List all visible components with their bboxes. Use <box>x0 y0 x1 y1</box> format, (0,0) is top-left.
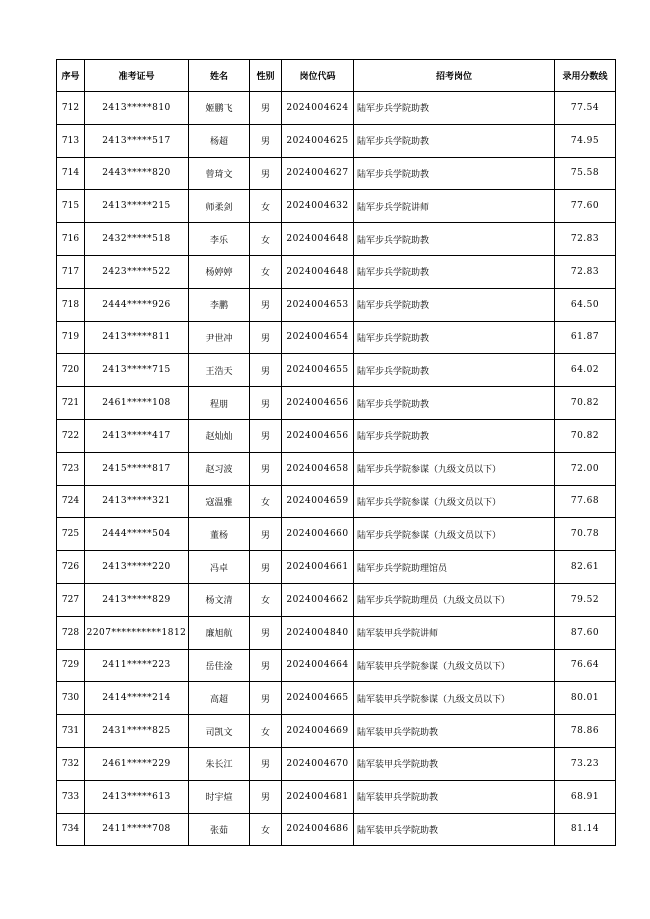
cell-name: 师柔剑 <box>189 190 250 223</box>
cell-seq: 730 <box>57 682 85 715</box>
cell-seq: 717 <box>57 255 85 288</box>
header-exam-id: 准考证号 <box>85 60 189 92</box>
cell-seq: 725 <box>57 518 85 551</box>
table-row <box>57 255 616 288</box>
cell-exam-id: 2413*****829 <box>85 583 189 616</box>
table-row <box>57 321 616 354</box>
cell-score: 74.95 <box>555 124 616 157</box>
cell-exam-id: 2431*****825 <box>85 715 189 748</box>
cell-gender: 男 <box>250 354 282 387</box>
cell-post-code: 2024004653 <box>282 288 354 321</box>
cell-score: 73.23 <box>555 747 616 780</box>
table-row <box>57 682 616 715</box>
table-row <box>57 583 616 616</box>
table-row <box>57 419 616 452</box>
table-row <box>57 518 616 551</box>
cell-post-code: 2024004665 <box>282 682 354 715</box>
cell-name: 李鹏 <box>189 288 250 321</box>
table-row <box>57 485 616 518</box>
cell-gender: 女 <box>250 813 282 846</box>
cell-post: 陆军步兵学院助教 <box>354 354 555 387</box>
cell-gender: 男 <box>250 518 282 551</box>
cell-gender: 男 <box>250 124 282 157</box>
cell-name: 杨超 <box>189 124 250 157</box>
cell-exam-id: 2413*****811 <box>85 321 189 354</box>
cell-exam-id: 2423*****522 <box>85 255 189 288</box>
cell-score: 72.83 <box>555 255 616 288</box>
cell-gender: 男 <box>250 747 282 780</box>
cell-post: 陆军步兵学院助理员（九级文员以下） <box>354 583 555 616</box>
cell-score: 75.58 <box>555 157 616 190</box>
header-gender: 性别 <box>250 60 282 92</box>
cell-exam-id: 2413*****220 <box>85 551 189 584</box>
cell-seq: 719 <box>57 321 85 354</box>
cell-post: 陆军步兵学院助教 <box>354 288 555 321</box>
cell-score: 80.01 <box>555 682 616 715</box>
header-score: 录用分数线 <box>555 60 616 92</box>
cell-post: 陆军步兵学院参谋（九级文员以下） <box>354 485 555 518</box>
cell-seq: 723 <box>57 452 85 485</box>
cell-post: 陆军装甲兵学院参谋（九级文员以下） <box>354 682 555 715</box>
cell-name: 张茹 <box>189 813 250 846</box>
cell-score: 77.54 <box>555 92 616 125</box>
cell-seq: 724 <box>57 485 85 518</box>
cell-post-code: 2024004669 <box>282 715 354 748</box>
cell-name: 尹世冲 <box>189 321 250 354</box>
cell-gender: 男 <box>250 288 282 321</box>
cell-post-code: 2024004670 <box>282 747 354 780</box>
cell-name: 冯卓 <box>189 551 250 584</box>
cell-score: 64.50 <box>555 288 616 321</box>
cell-exam-id: 2444*****504 <box>85 518 189 551</box>
cell-post: 陆军装甲兵学院讲师 <box>354 616 555 649</box>
cell-post: 陆军步兵学院助教 <box>354 223 555 256</box>
table-row <box>57 288 616 321</box>
cell-post-code: 2024004654 <box>282 321 354 354</box>
cell-seq: 733 <box>57 780 85 813</box>
cell-post: 陆军步兵学院讲师 <box>354 190 555 223</box>
cell-post-code: 2024004681 <box>282 780 354 813</box>
cell-post-code: 2024004661 <box>282 551 354 584</box>
cell-seq: 718 <box>57 288 85 321</box>
cell-score: 87.60 <box>555 616 616 649</box>
cell-name: 董杨 <box>189 518 250 551</box>
cell-gender: 男 <box>250 419 282 452</box>
cell-score: 81.14 <box>555 813 616 846</box>
cell-post: 陆军装甲兵学院助教 <box>354 813 555 846</box>
table-row <box>57 813 616 846</box>
header-name: 姓名 <box>189 60 250 92</box>
cell-name: 程朋 <box>189 387 250 420</box>
cell-score: 72.83 <box>555 223 616 256</box>
cell-post: 陆军装甲兵学院助教 <box>354 780 555 813</box>
cell-exam-id: 2413*****517 <box>85 124 189 157</box>
cell-score: 82.61 <box>555 551 616 584</box>
cell-post: 陆军步兵学院参谋（九级文员以下） <box>354 452 555 485</box>
cell-seq: 716 <box>57 223 85 256</box>
cell-post-code: 2024004660 <box>282 518 354 551</box>
cell-seq: 721 <box>57 387 85 420</box>
table-row <box>57 190 616 223</box>
cell-name: 赵习波 <box>189 452 250 485</box>
cell-exam-id: 2414*****214 <box>85 682 189 715</box>
cell-post: 陆军步兵学院助教 <box>354 255 555 288</box>
cell-seq: 713 <box>57 124 85 157</box>
cell-gender: 女 <box>250 223 282 256</box>
header-post: 招考岗位 <box>354 60 555 92</box>
cell-exam-id: 2411*****223 <box>85 649 189 682</box>
cell-name: 杨婷婷 <box>189 255 250 288</box>
cell-name: 王浩天 <box>189 354 250 387</box>
cell-seq: 722 <box>57 419 85 452</box>
cell-name: 寇温雅 <box>189 485 250 518</box>
cell-exam-id: 2443*****820 <box>85 157 189 190</box>
cell-post-code: 2024004656 <box>282 419 354 452</box>
cell-seq: 734 <box>57 813 85 846</box>
cell-post-code: 2024004632 <box>282 190 354 223</box>
table-row <box>57 551 616 584</box>
cell-post-code: 2024004659 <box>282 485 354 518</box>
cell-name: 姬鹏飞 <box>189 92 250 125</box>
table-row <box>57 354 616 387</box>
cell-name: 李乐 <box>189 223 250 256</box>
cell-post-code: 2024004655 <box>282 354 354 387</box>
cell-score: 76.64 <box>555 649 616 682</box>
cell-seq: 731 <box>57 715 85 748</box>
cell-score: 77.60 <box>555 190 616 223</box>
cell-post-code: 2024004662 <box>282 583 354 616</box>
cell-post: 陆军步兵学院助教 <box>354 321 555 354</box>
cell-gender: 男 <box>250 321 282 354</box>
header-seq: 序号 <box>57 60 85 92</box>
cell-gender: 女 <box>250 715 282 748</box>
cell-score: 77.68 <box>555 485 616 518</box>
cell-name: 廉旭航 <box>189 616 250 649</box>
cell-seq: 729 <box>57 649 85 682</box>
cell-name: 杨文清 <box>189 583 250 616</box>
cell-exam-id: 2411*****708 <box>85 813 189 846</box>
cell-score: 72.00 <box>555 452 616 485</box>
cell-seq: 720 <box>57 354 85 387</box>
cell-seq: 726 <box>57 551 85 584</box>
cell-exam-id: 2415*****817 <box>85 452 189 485</box>
cell-gender: 男 <box>250 551 282 584</box>
table-row <box>57 616 616 649</box>
cell-gender: 男 <box>250 616 282 649</box>
cell-seq: 714 <box>57 157 85 190</box>
cell-gender: 女 <box>250 255 282 288</box>
cell-post: 陆军步兵学院参谋（九级文员以下） <box>354 518 555 551</box>
cell-post: 陆军步兵学院助理馆员 <box>354 551 555 584</box>
table-row <box>57 223 616 256</box>
header-post-code: 岗位代码 <box>282 60 354 92</box>
cell-name: 司凯文 <box>189 715 250 748</box>
cell-post-code: 2024004627 <box>282 157 354 190</box>
cell-gender: 男 <box>250 92 282 125</box>
cell-exam-id: 2461*****108 <box>85 387 189 420</box>
cell-name: 曾琦文 <box>189 157 250 190</box>
table-row <box>57 124 616 157</box>
cell-score: 70.82 <box>555 419 616 452</box>
cell-post: 陆军步兵学院助教 <box>354 387 555 420</box>
cell-gender: 男 <box>250 387 282 420</box>
cell-post-code: 2024004658 <box>282 452 354 485</box>
table-row <box>57 780 616 813</box>
cell-name: 高超 <box>189 682 250 715</box>
table-row <box>57 157 616 190</box>
cell-post-code: 2024004840 <box>282 616 354 649</box>
cell-gender: 女 <box>250 190 282 223</box>
cell-seq: 727 <box>57 583 85 616</box>
cell-gender: 男 <box>250 780 282 813</box>
cell-gender: 男 <box>250 682 282 715</box>
cell-gender: 女 <box>250 485 282 518</box>
cell-post: 陆军步兵学院助教 <box>354 157 555 190</box>
cell-name: 时宇煊 <box>189 780 250 813</box>
table-row <box>57 452 616 485</box>
cell-exam-id: 2444*****926 <box>85 288 189 321</box>
table-row <box>57 747 616 780</box>
cell-score: 68.91 <box>555 780 616 813</box>
cell-score: 61.87 <box>555 321 616 354</box>
cell-post-code: 2024004624 <box>282 92 354 125</box>
table-row <box>57 715 616 748</box>
cell-name: 朱长江 <box>189 747 250 780</box>
cell-seq: 715 <box>57 190 85 223</box>
cell-post-code: 2024004686 <box>282 813 354 846</box>
cell-name: 岳佳淦 <box>189 649 250 682</box>
cell-seq: 732 <box>57 747 85 780</box>
cell-post-code: 2024004648 <box>282 255 354 288</box>
cell-exam-id: 2413*****613 <box>85 780 189 813</box>
table-row <box>57 92 616 125</box>
cell-gender: 男 <box>250 452 282 485</box>
table-row <box>57 649 616 682</box>
cell-post-code: 2024004664 <box>282 649 354 682</box>
cell-post: 陆军装甲兵学院助教 <box>354 747 555 780</box>
cell-exam-id: 2413*****215 <box>85 190 189 223</box>
cell-post: 陆军步兵学院助教 <box>354 92 555 125</box>
cell-post-code: 2024004648 <box>282 223 354 256</box>
cell-score: 64.02 <box>555 354 616 387</box>
cell-exam-id: 2432*****518 <box>85 223 189 256</box>
cell-score: 79.52 <box>555 583 616 616</box>
cell-score: 78.86 <box>555 715 616 748</box>
cell-seq: 712 <box>57 92 85 125</box>
cell-gender: 男 <box>250 649 282 682</box>
cell-exam-id: 2413*****417 <box>85 419 189 452</box>
cell-exam-id: 2413*****810 <box>85 92 189 125</box>
score-table <box>56 59 616 846</box>
cell-exam-id: 2207**********1812 <box>85 616 189 649</box>
cell-post: 陆军步兵学院助教 <box>354 124 555 157</box>
cell-post: 陆军装甲兵学院参谋（九级文员以下） <box>354 649 555 682</box>
table-row <box>57 387 616 420</box>
cell-name: 赵灿灿 <box>189 419 250 452</box>
cell-post-code: 2024004625 <box>282 124 354 157</box>
cell-gender: 男 <box>250 157 282 190</box>
cell-gender: 女 <box>250 583 282 616</box>
cell-post-code: 2024004656 <box>282 387 354 420</box>
cell-exam-id: 2413*****321 <box>85 485 189 518</box>
cell-seq: 728 <box>57 616 85 649</box>
cell-post: 陆军装甲兵学院助教 <box>354 715 555 748</box>
cell-score: 70.78 <box>555 518 616 551</box>
cell-score: 70.82 <box>555 387 616 420</box>
cell-exam-id: 2413*****715 <box>85 354 189 387</box>
table-header-row <box>57 60 616 92</box>
cell-exam-id: 2461*****229 <box>85 747 189 780</box>
cell-post: 陆军步兵学院助教 <box>354 419 555 452</box>
